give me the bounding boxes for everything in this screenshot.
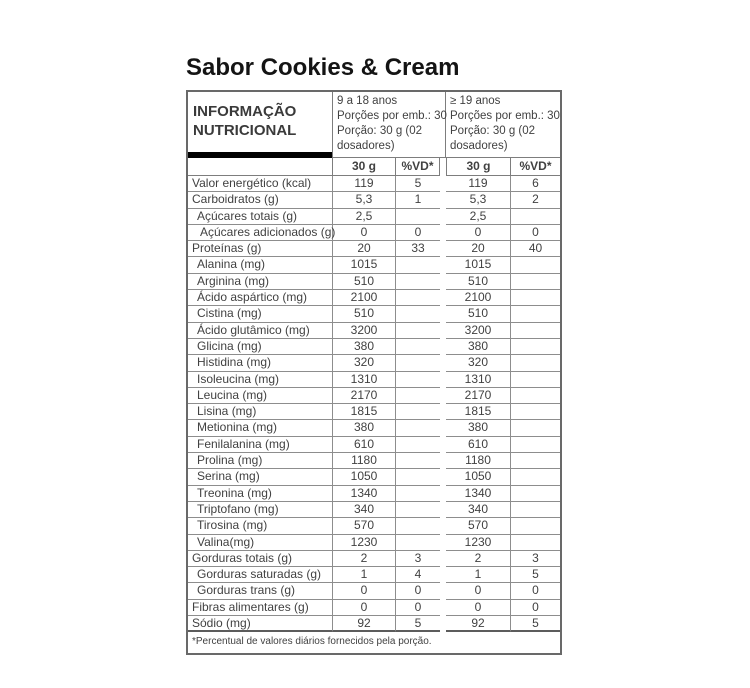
quantity-9-18: 2 <box>333 551 396 567</box>
table-row <box>188 290 560 306</box>
nutrition-panel <box>186 54 564 655</box>
dv-percent-9-18 <box>396 420 440 436</box>
age-group-1-header <box>333 92 446 158</box>
dv-percent-19plus: 0 <box>511 225 560 241</box>
portion-1: Porção: 30 g (02 dosadores) <box>337 125 423 152</box>
dv-percent-9-18: 0 <box>396 583 440 599</box>
nutrient-label: Ácido glutâmico (mg) <box>188 323 333 339</box>
quantity-19plus: 1 <box>446 567 511 583</box>
quantity-19plus: 92 <box>446 616 511 632</box>
nutrient-label: Serina (mg) <box>188 469 333 485</box>
quantity-19plus: 20 <box>446 241 511 257</box>
servings-per-pack-2: Porções por emb.: 30 <box>450 110 560 122</box>
quantity-19plus: 1050 <box>446 469 511 485</box>
nutrient-label: Açúcares adicionados (g) <box>188 225 333 241</box>
quantity-9-18: 380 <box>333 420 396 436</box>
table-row <box>188 420 560 436</box>
quantity-9-18: 570 <box>333 518 396 534</box>
dv-percent-9-18 <box>396 404 440 420</box>
nutrient-label: Metionina (mg) <box>188 420 333 436</box>
quantity-9-18: 510 <box>333 306 396 322</box>
dv-percent-9-18: 4 <box>396 567 440 583</box>
quantity-9-18: 1340 <box>333 486 396 502</box>
dv-percent-19plus: 6 <box>511 176 560 192</box>
dv-percent-19plus <box>511 209 560 225</box>
quantity-9-18: 1 <box>333 567 396 583</box>
table-row <box>188 567 560 583</box>
dv-percent-19plus <box>511 323 560 339</box>
header-black-bar <box>188 152 332 158</box>
table-row <box>188 404 560 420</box>
quantity-19plus: 510 <box>446 274 511 290</box>
nutrient-label: Histidina (mg) <box>188 355 333 371</box>
table-row <box>188 437 560 453</box>
nutrient-label: Fibras alimentares (g) <box>188 600 333 616</box>
table-row <box>188 355 560 371</box>
quantity-9-18: 119 <box>333 176 396 192</box>
nutrient-label: Treonina (mg) <box>188 486 333 502</box>
dv-percent-19plus <box>511 290 560 306</box>
table-row <box>188 192 560 208</box>
dv-percent-19plus: 5 <box>511 616 560 632</box>
nutrient-label: Proteínas (g) <box>188 241 333 257</box>
dv-percent-19plus <box>511 502 560 518</box>
age-range-1: 9 a 18 anos <box>337 95 398 107</box>
table-row <box>188 600 560 616</box>
table-row <box>188 241 560 257</box>
dv-percent-9-18 <box>396 535 440 551</box>
quantity-9-18: 380 <box>333 339 396 355</box>
nutrient-label: Gorduras trans (g) <box>188 583 333 599</box>
dv-percent-19plus <box>511 486 560 502</box>
table-row <box>188 209 560 225</box>
table-row <box>188 176 560 192</box>
table-row <box>188 388 560 404</box>
quantity-19plus: 2,5 <box>446 209 511 225</box>
dv-percent-9-18: 33 <box>396 241 440 257</box>
quantity-19plus: 0 <box>446 600 511 616</box>
nutrient-label: Sódio (mg) <box>188 616 333 632</box>
dv-percent-19plus: 5 <box>511 567 560 583</box>
quantity-9-18: 2100 <box>333 290 396 306</box>
quantity-19plus: 1340 <box>446 486 511 502</box>
table-row <box>188 323 560 339</box>
dv-percent-9-18: 0 <box>396 600 440 616</box>
dv-percent-9-18: 3 <box>396 551 440 567</box>
quantity-19plus: 5,3 <box>446 192 511 208</box>
dv-percent-9-18 <box>396 209 440 225</box>
nutrient-label: Tirosina (mg) <box>188 518 333 534</box>
quantity-19plus: 570 <box>446 518 511 534</box>
servings-per-pack-1: Porções por emb.: 30 <box>337 110 447 122</box>
dv-percent-9-18 <box>396 518 440 534</box>
dv-percent-19plus <box>511 339 560 355</box>
dv-percent-9-18 <box>396 355 440 371</box>
quantity-19plus: 380 <box>446 420 511 436</box>
nutrient-label: Isoleucina (mg) <box>188 372 333 388</box>
dv-percent-19plus: 0 <box>511 600 560 616</box>
quantity-9-18: 1230 <box>333 535 396 551</box>
column-header-30g-2: 30 g <box>446 158 511 176</box>
table-row <box>188 225 560 241</box>
dv-percent-19plus <box>511 306 560 322</box>
nutrient-label: Cistina (mg) <box>188 306 333 322</box>
footnote: *Percentual de valores diários fornecidos pela porção. <box>192 636 432 648</box>
dv-percent-9-18 <box>396 486 440 502</box>
dv-percent-19plus <box>511 372 560 388</box>
age-group-2-header <box>446 92 560 158</box>
column-header-vd-1: %VD* <box>396 158 440 176</box>
nutrient-label: Alanina (mg) <box>188 257 333 273</box>
nutrient-label: Arginina (mg) <box>188 274 333 290</box>
dv-percent-19plus <box>511 257 560 273</box>
table-row <box>188 616 560 632</box>
dv-percent-9-18: 0 <box>396 225 440 241</box>
dv-percent-9-18 <box>396 388 440 404</box>
quantity-19plus: 1310 <box>446 372 511 388</box>
dv-percent-9-18 <box>396 453 440 469</box>
quantity-9-18: 20 <box>333 241 396 257</box>
quantity-19plus: 380 <box>446 339 511 355</box>
dv-percent-9-18 <box>396 469 440 485</box>
quantity-19plus: 119 <box>446 176 511 192</box>
dv-percent-19plus <box>511 274 560 290</box>
quantity-9-18: 5,3 <box>333 192 396 208</box>
dv-percent-9-18 <box>396 306 440 322</box>
dv-percent-19plus <box>511 469 560 485</box>
quantity-19plus: 320 <box>446 355 511 371</box>
table-row <box>188 518 560 534</box>
column-header-30g-1: 30 g <box>333 158 396 176</box>
dv-percent-9-18 <box>396 290 440 306</box>
quantity-9-18: 2170 <box>333 388 396 404</box>
portion-2: Porção: 30 g (02 dosadores) <box>450 125 536 152</box>
table-row <box>188 257 560 273</box>
quantity-9-18: 0 <box>333 225 396 241</box>
nutrient-label: Leucina (mg) <box>188 388 333 404</box>
quantity-19plus: 2 <box>446 551 511 567</box>
table-top-header <box>188 92 560 158</box>
quantity-19plus: 1015 <box>446 257 511 273</box>
quantity-9-18: 2,5 <box>333 209 396 225</box>
quantity-9-18: 0 <box>333 600 396 616</box>
dv-percent-19plus <box>511 355 560 371</box>
quantity-9-18: 1310 <box>333 372 396 388</box>
dv-percent-19plus: 2 <box>511 192 560 208</box>
quantity-9-18: 340 <box>333 502 396 518</box>
table-row <box>188 372 560 388</box>
dv-percent-9-18 <box>396 274 440 290</box>
table-row <box>188 486 560 502</box>
table-row <box>188 306 560 322</box>
quantity-19plus: 2100 <box>446 290 511 306</box>
dv-percent-9-18 <box>396 339 440 355</box>
dv-percent-9-18: 1 <box>396 192 440 208</box>
quantity-19plus: 1180 <box>446 453 511 469</box>
dv-percent-19plus: 40 <box>511 241 560 257</box>
nutrient-label: Ácido aspártico (mg) <box>188 290 333 306</box>
dv-percent-19plus <box>511 388 560 404</box>
quantity-19plus: 340 <box>446 502 511 518</box>
nutrition-table <box>186 90 562 655</box>
quantity-19plus: 1230 <box>446 535 511 551</box>
table-row <box>188 274 560 290</box>
dv-percent-19plus: 0 <box>511 583 560 599</box>
quantity-19plus: 2170 <box>446 388 511 404</box>
quantity-9-18: 3200 <box>333 323 396 339</box>
nutrient-label: Valor energético (kcal) <box>188 176 333 192</box>
table-title-text: INFORMAÇÃO NUTRICIONAL <box>193 103 297 139</box>
age-range-2: ≥ 19 anos <box>450 95 501 107</box>
nutrient-label: Gorduras saturadas (g) <box>188 567 333 583</box>
table-row <box>188 339 560 355</box>
quantity-9-18: 610 <box>333 437 396 453</box>
dv-percent-19plus <box>511 535 560 551</box>
dv-percent-19plus: 3 <box>511 551 560 567</box>
quantity-9-18: 92 <box>333 616 396 632</box>
quantity-9-18: 1815 <box>333 404 396 420</box>
table-row <box>188 551 560 567</box>
dv-percent-9-18: 5 <box>396 616 440 632</box>
dv-percent-9-18 <box>396 323 440 339</box>
quantity-9-18: 510 <box>333 274 396 290</box>
table-row <box>188 502 560 518</box>
page-title: Sabor Cookies & Cream <box>186 54 460 81</box>
table-row <box>188 469 560 485</box>
nutrient-label: Triptofano (mg) <box>188 502 333 518</box>
nutrient-label: Fenilalanina (mg) <box>188 437 333 453</box>
nutrient-label: Carboidratos (g) <box>188 192 333 208</box>
nutrient-label: Gorduras totais (g) <box>188 551 333 567</box>
quantity-19plus: 0 <box>446 583 511 599</box>
table-row <box>188 535 560 551</box>
table-body <box>188 176 560 632</box>
nutrient-label: Valina(mg) <box>188 535 333 551</box>
dv-percent-19plus <box>511 404 560 420</box>
nutrient-label: Açúcares totais (g) <box>188 209 333 225</box>
nutrient-label: Lisina (mg) <box>188 404 333 420</box>
dv-percent-19plus <box>511 518 560 534</box>
dv-percent-19plus <box>511 420 560 436</box>
column-header-spacer <box>188 158 333 176</box>
quantity-9-18: 1050 <box>333 469 396 485</box>
column-header-row <box>188 158 560 176</box>
quantity-9-18: 1015 <box>333 257 396 273</box>
table-title-cell <box>188 92 333 158</box>
dv-percent-9-18 <box>396 502 440 518</box>
quantity-19plus: 0 <box>446 225 511 241</box>
quantity-19plus: 510 <box>446 306 511 322</box>
dv-percent-9-18 <box>396 372 440 388</box>
quantity-9-18: 0 <box>333 583 396 599</box>
dv-percent-9-18 <box>396 257 440 273</box>
nutrient-label: Glicina (mg) <box>188 339 333 355</box>
nutrient-label: Prolina (mg) <box>188 453 333 469</box>
quantity-19plus: 3200 <box>446 323 511 339</box>
table-row <box>188 453 560 469</box>
dv-percent-19plus <box>511 437 560 453</box>
dv-percent-9-18: 5 <box>396 176 440 192</box>
quantity-9-18: 320 <box>333 355 396 371</box>
quantity-9-18: 1180 <box>333 453 396 469</box>
column-header-vd-2: %VD* <box>511 158 560 176</box>
quantity-19plus: 1815 <box>446 404 511 420</box>
dv-percent-19plus <box>511 453 560 469</box>
table-row <box>188 583 560 599</box>
quantity-19plus: 610 <box>446 437 511 453</box>
dv-percent-9-18 <box>396 437 440 453</box>
